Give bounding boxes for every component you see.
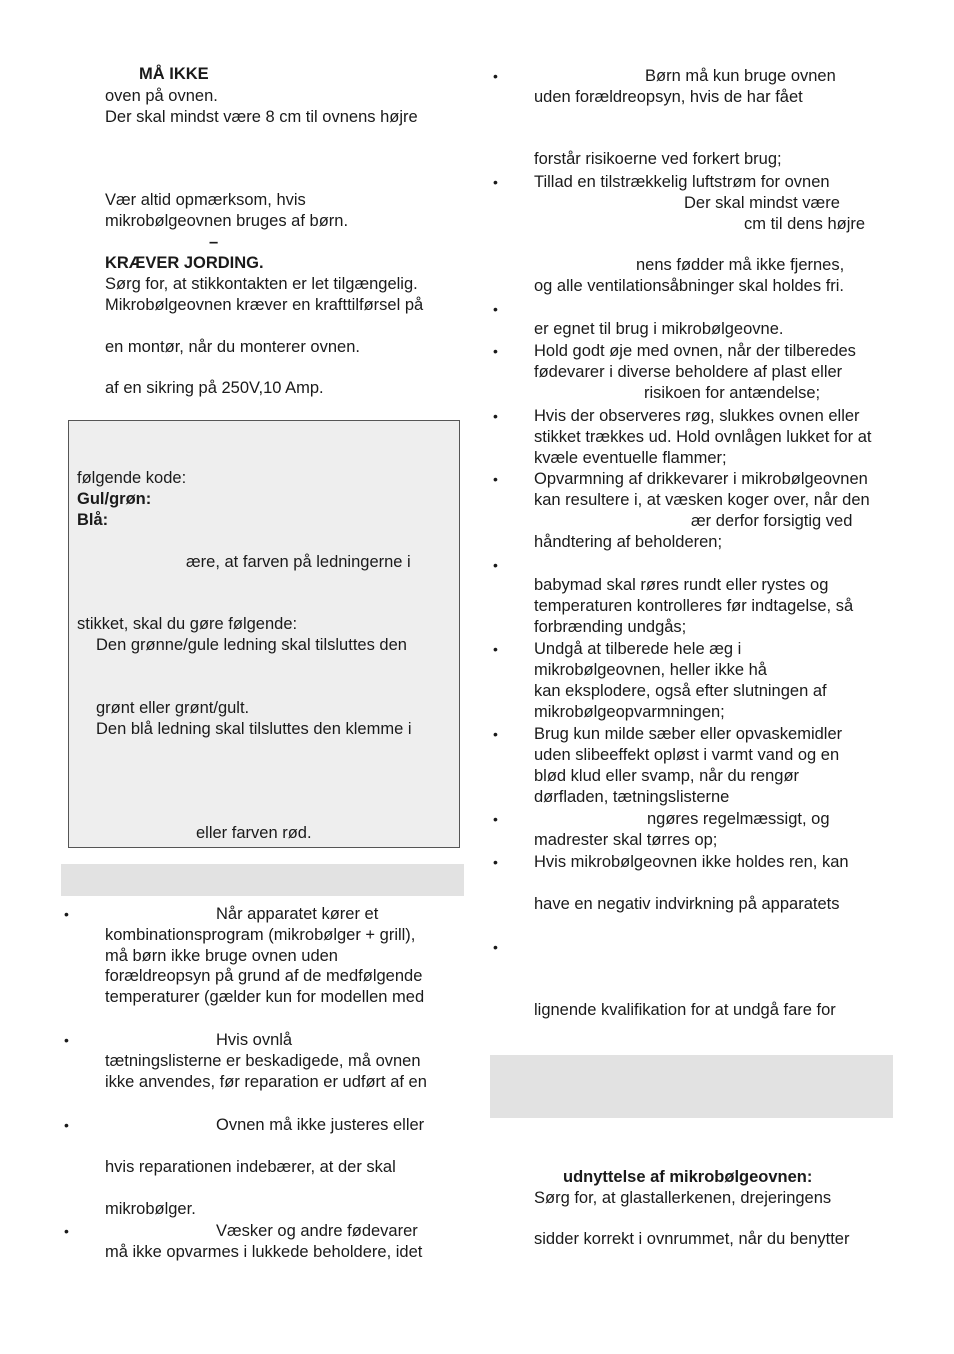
text-line: hvis reparationen indebærer, at der skal [105, 1158, 396, 1176]
text-line: KRÆVER JORDING. [105, 254, 264, 272]
text-line: Sørg for, at stikkontakten er let tilgængelig. [105, 275, 418, 293]
bullet-marker: • [493, 726, 498, 742]
text-line: fødevarer i diverse beholdere af plast eller [534, 363, 843, 381]
bullet-marker: • [493, 854, 498, 870]
text-line: ikke anvendes, før reparation er udført af en [105, 1073, 427, 1091]
bullet-marker: • [64, 1223, 69, 1239]
text-line: mikrobølger. [105, 1200, 196, 1218]
text-line: forbrænding undgås; [534, 618, 687, 636]
text-line: og alle ventilationsåbninger skal holdes fri. [534, 277, 845, 295]
text-line: Blå: [77, 511, 109, 529]
bullet-marker: • [493, 301, 498, 317]
text-line: grønt eller grønt/gult. [96, 699, 250, 717]
bullet-marker: • [64, 1032, 69, 1048]
text-line: stikket, skal du gøre følgende: [77, 615, 298, 633]
text-line: madrester skal tørres op; [534, 831, 718, 849]
text-line: forstår risikoerne ved forkert brug; [534, 150, 782, 168]
bullet-marker: • [64, 1117, 69, 1133]
text-line: forældreopsyn på grund af de medfølgende [105, 967, 423, 985]
text-line: kan resultere i, at væsken koger over, når den [534, 491, 870, 509]
text-line: eller farven rød. [196, 824, 312, 842]
bullet-marker: • [493, 68, 498, 84]
text-line: Der skal mindst være 8 cm til ovnens højre [105, 108, 418, 126]
text-line: Når apparatet kører et [216, 905, 379, 923]
text-line: uden slibeeffekt opløst i varmt vand og en [534, 746, 840, 764]
text-line: MÅ IKKE [139, 65, 209, 83]
text-line: kvæle eventuelle flammer; [534, 449, 727, 467]
text-line: blød klud eller svamp, når du rengør [534, 767, 800, 785]
text-line: følgende kode: [77, 469, 187, 487]
text-line: risikoen for antændelse; [644, 384, 821, 402]
text-line: håndtering af beholderen; [534, 533, 723, 551]
text-line: Den grønne/gule ledning skal tilsluttes den [96, 636, 407, 654]
text-line: Vær altid opmærksom, hvis [105, 191, 306, 209]
text-line: mikrobølgeopvarmningen; [534, 703, 725, 721]
text-line: Tillad en tilstrækkelig luftstrøm for ovnen [534, 173, 830, 191]
text-line: dørfladen, tætningslisterne [534, 788, 730, 806]
text-line: nens fødder må ikke fjernes, [636, 256, 845, 274]
text-line: udnyttelse af mikrobølgeovnen: [563, 1168, 813, 1186]
bullet-marker: • [493, 174, 498, 190]
text-line: kan eksplodere, også efter slutningen af [534, 682, 827, 700]
text-line: Gul/grøn: [77, 490, 152, 508]
text-line: Mikrobølgeovnen kræver en krafttilførsel på [105, 296, 424, 314]
text-line: babymad skal røres rundt eller rystes og [534, 576, 829, 594]
text-line: cm til dens højre [744, 215, 866, 233]
text-line: Opvarmning af drikkevarer i mikrobølgeovnen [534, 470, 868, 488]
text-line: temperaturer (gælder kun for modellen med [105, 988, 425, 1006]
text-line: Brug kun milde sæber eller opvaskemidler [534, 725, 843, 743]
text-line: Hvis mikrobølgeovnen ikke holdes ren, kan [534, 853, 849, 871]
text-line: ngøres regelmæssigt, og [647, 810, 830, 828]
text-line: uden forældreopsyn, hvis de har fået [534, 88, 803, 106]
bullet-marker: • [493, 939, 498, 955]
text-line: Der skal mindst være [684, 194, 840, 212]
text-line: Undgå at tilberede hele æg i [534, 640, 742, 658]
text-line: mikrobølgeovnen, heller ikke hå [534, 661, 767, 679]
bullet-marker: • [493, 641, 498, 657]
text-line: Hvis der observeres røg, slukkes ovnen eller [534, 407, 860, 425]
text-line: have en negativ indvirkning på apparatets [534, 895, 840, 913]
text-line: ær derfor forsigtig ved [691, 512, 853, 530]
text-line: stikket trækkes ud. Hold ovnlågen lukket for at [534, 428, 872, 446]
section-header-band [490, 1055, 893, 1118]
text-line: Børn må kun bruge ovnen [645, 67, 836, 85]
text-line: mikrobølgeovnen bruges af børn. [105, 212, 349, 230]
text-line: tætningslisterne er beskadigede, må ovnen [105, 1052, 421, 1070]
bullet-marker: • [493, 343, 498, 359]
text-line: Ovnen må ikke justeres eller [216, 1116, 425, 1134]
text-line: Hvis ovnlå [216, 1031, 293, 1049]
text-line: kombinationsprogram (mikrobølger + grill), [105, 926, 416, 944]
text-line: må ikke opvarmes i lukkede beholdere, idet [105, 1243, 423, 1261]
text-line: af en sikring på 250V,10 Amp. [105, 379, 324, 397]
text-line: Den blå ledning skal tilsluttes den klemme i [96, 720, 412, 738]
bullet-marker: • [493, 471, 498, 487]
text-line: Væsker og andre fødevarer [216, 1222, 418, 1240]
text-line: lignende kvalifikation for at undgå fare for [534, 1001, 836, 1019]
text-line: en montør, når du monterer ovnen. [105, 338, 360, 356]
text-line: sidder korrekt i ovnrummet, når du benytter [534, 1230, 850, 1248]
bullet-marker: • [64, 906, 69, 922]
bullet-marker: • [493, 811, 498, 827]
text-line: er egnet til brug i mikrobølgeovne. [534, 320, 784, 338]
section-header-band [61, 864, 464, 896]
bullet-marker: • [493, 408, 498, 424]
bullet-marker: • [493, 557, 498, 573]
text-line: temperaturen kontrolleres før indtagelse, så [534, 597, 854, 615]
text-line: må børn ikke bruge ovnen uden [105, 947, 338, 965]
text-line: Hold godt øje med ovnen, når der tilberedes [534, 342, 856, 360]
text-line: oven på ovnen. [105, 87, 218, 105]
text-line: – [209, 233, 219, 251]
text-line: Sørg for, at glastallerkenen, drejeringens [534, 1189, 832, 1207]
text-line: ære, at farven på ledningerne i [186, 553, 411, 571]
